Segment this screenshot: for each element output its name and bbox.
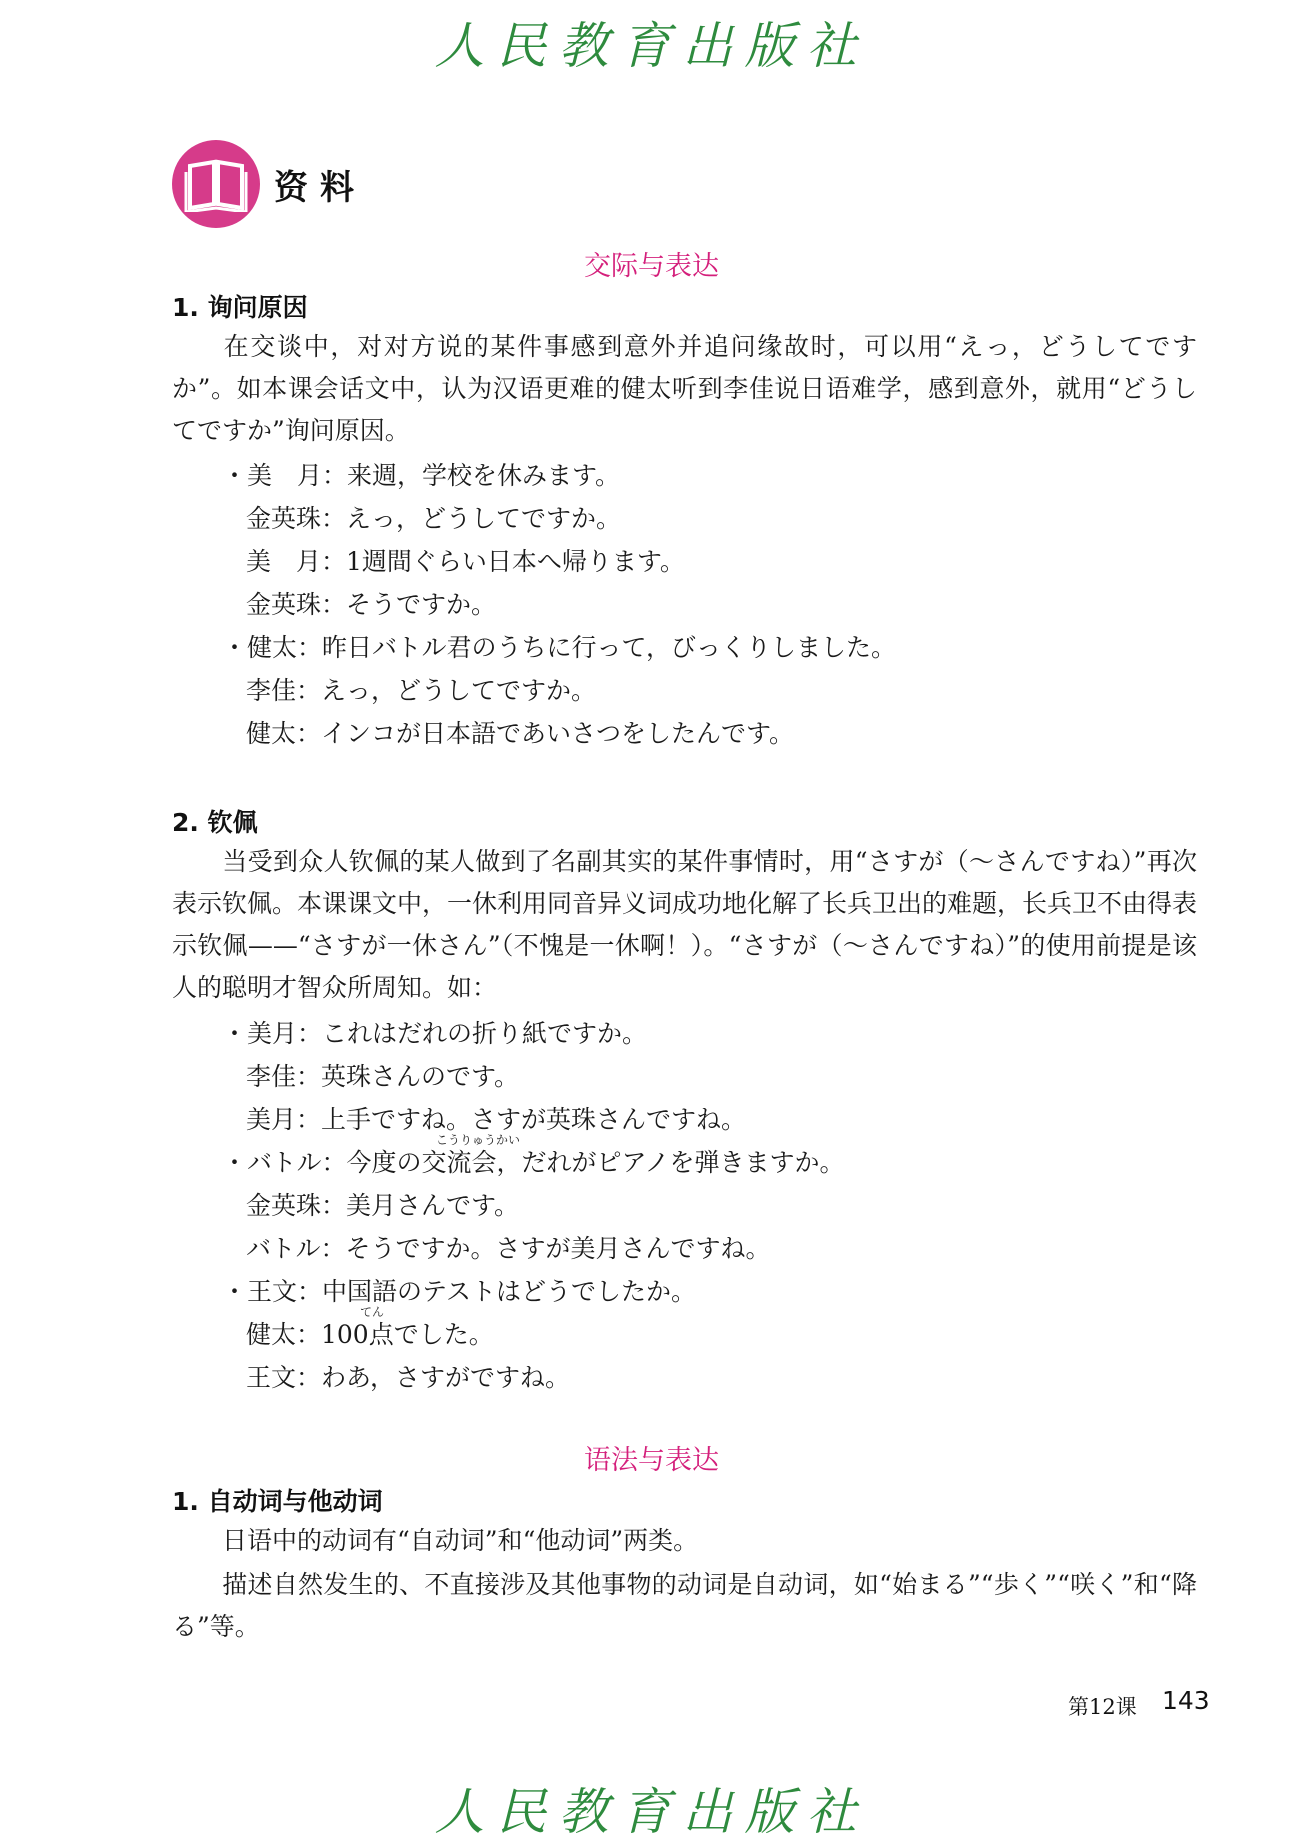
book-icon bbox=[172, 140, 260, 228]
heading-communication: 交际与表达 bbox=[584, 251, 719, 282]
s1-line-5: ・健太：昨日バトル君のうちに行って，びっくりしました。 bbox=[222, 633, 897, 662]
s1-line-7: 健太：インコが日本語であいさつをしたんです。 bbox=[246, 719, 795, 748]
section-title: 资料 bbox=[274, 168, 366, 208]
publisher-logo-top: 人民教育出版社 bbox=[434, 17, 869, 75]
g1-paragraph-2-text: 描述自然发生的、不直接涉及其他事物的动词是自动词，如“始まる”“歩く”“咲く”和“降る”等。 bbox=[172, 1570, 1197, 1641]
s2-paragraph-text: 当受到众人钦佩的某人做到了名副其实的某件事情时，用“さすが（～さんですね）”再次表示钦佩。本课课文中，一休利用同音异义词成功地化解了长兵卫出的难题，长兵卫不由得表示钦佩——“さすが一休さん”（不愧是一休啊！）。“さすが（～さんですね）”的使用前提是该人的聪明才智众所周知。如： bbox=[172, 847, 1198, 1002]
s2-title: 2. 钦佩 bbox=[172, 808, 258, 837]
ruby-koryukai: こうりゅうかい bbox=[436, 1133, 521, 1147]
s1-line-3: 美 月：1週間ぐらい日本へ帰ります。 bbox=[246, 547, 685, 576]
g1-paragraph-1-text: 日语中的动词有“自动词”和“他动词”两类。 bbox=[222, 1526, 699, 1555]
s2-line-3: 美月：上手ですね。さすが英珠さんですね。 bbox=[246, 1105, 747, 1134]
s1-paragraph-text: 在交谈中，对对方说的某件事感到意外并追问缘故时，可以用“えっ，どうしてですか”。如本课会话文中，认为汉语更难的健太听到李佳说日语难学，感到意外，就用“どうしてですか”询问原因。 bbox=[172, 332, 1197, 445]
footer-lesson: 第12课 bbox=[1068, 1695, 1137, 1719]
s2-line-1: ・美月：これはだれの折り紙ですか。 bbox=[222, 1019, 648, 1048]
s2-paragraph bbox=[172, 841, 1197, 1009]
s2-line-4: ・バトル：今度の交流会，だれがピアノを弾きますか。 bbox=[222, 1148, 845, 1177]
s1-line-4: 金英珠：そうですか。 bbox=[246, 590, 497, 619]
g1-paragraph-1 bbox=[172, 1520, 1197, 1562]
section-badge bbox=[172, 140, 432, 236]
s2-line-2: 李佳：英珠さんのです。 bbox=[246, 1062, 520, 1091]
publisher-logo-bottom: 人民教育出版社 bbox=[434, 1783, 869, 1841]
s2-line-9: 王文：わあ，さすがですね。 bbox=[246, 1363, 571, 1392]
s1-line-2: 金英珠：えっ，どうしてですか。 bbox=[246, 504, 622, 533]
g1-paragraph-2 bbox=[172, 1564, 1197, 1648]
ruby-ten: てん bbox=[360, 1305, 385, 1319]
s2-line-7: ・王文：中国語のテストはどうでしたか。 bbox=[222, 1277, 697, 1306]
page-number: 143 bbox=[1162, 1686, 1210, 1715]
s2-line-8: 健太：100点でした。 bbox=[246, 1320, 494, 1349]
s1-paragraph bbox=[172, 326, 1197, 452]
g1-title: 1. 自动词与他动词 bbox=[172, 1487, 383, 1516]
heading-grammar: 语法与表达 bbox=[584, 1445, 719, 1476]
s1-line-1: ・美 月：来週，学校を休みます。 bbox=[222, 461, 621, 490]
s1-line-6: 李佳：えっ，どうしてですか。 bbox=[246, 676, 597, 705]
s2-line-5: 金英珠：美月さんです。 bbox=[246, 1191, 520, 1220]
s1-title: 1. 询问原因 bbox=[172, 293, 308, 322]
s2-line-6: バトル：そうですか。さすが美月さんですね。 bbox=[246, 1234, 771, 1263]
